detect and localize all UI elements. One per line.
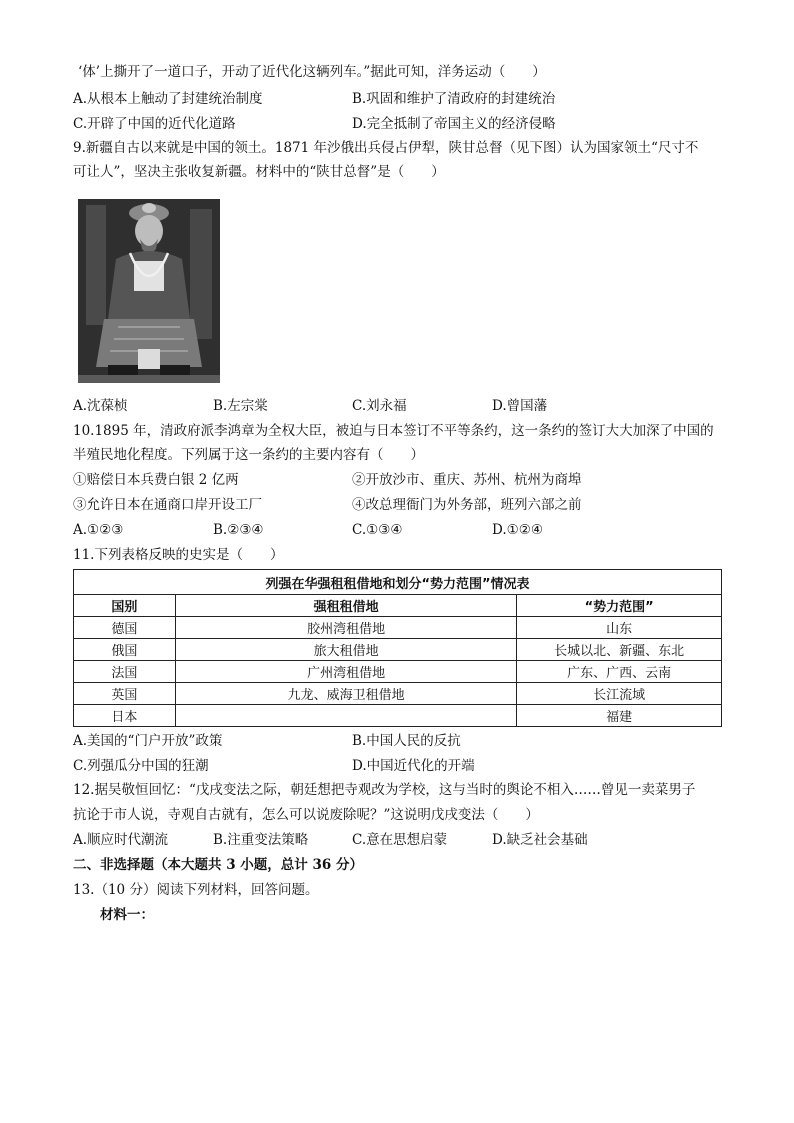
q10-item-4: ④改总理衙门为外务部，班列六部之前 [352, 497, 582, 513]
portrait-photo [78, 199, 220, 383]
q10-option-c: C.①③④ [352, 522, 403, 538]
table-cell: 广州湾租借地 [175, 661, 516, 683]
q10-option-a: A.①②③ [73, 522, 124, 538]
table-cell: 胶州湾租借地 [175, 617, 516, 639]
table-row [74, 617, 722, 639]
table-cell: 广东、广西、云南 [517, 661, 722, 683]
q13-material-label: 材料一： [100, 907, 154, 923]
q12-stem-line1: 12.据吴敬恒回忆：“戊戌变法之际，朝廷想把寺观改为学校，这与当时的舆论不相入……曾见一卖菜男子 [73, 782, 696, 798]
table-cell: 英国 [74, 683, 176, 705]
q10-stem-line2: 半殖民地化程度。下列属于这一条约的主要内容有（ ） [73, 447, 424, 463]
table-cell: 九龙、威海卫租借地 [175, 683, 516, 705]
table-row [74, 683, 722, 705]
q8-option-b: B.巩固和维护了清政府的封建统治 [352, 91, 556, 107]
table-cell: 日本 [74, 705, 176, 727]
q12-stem-line2: 抗论于市人说，寺观自古就有，怎么可以说废除呢？”这说明戊戌变法（ ） [73, 807, 539, 823]
table-cell: 旅大租借地 [175, 639, 516, 661]
header-leased-territory: 强租租借地 [175, 595, 516, 617]
q8-option-a: A.从根本上触动了封建统治制度 [73, 91, 263, 107]
table-header-row [74, 595, 722, 617]
q10-item-2: ②开放沙市、重庆、苏州、杭州为商埠 [352, 472, 582, 488]
q10-item-1: ①赔偿日本兵费白银 2 亿两 [73, 472, 239, 488]
header-sphere-of-influence: “势力范围” [517, 595, 722, 617]
q8-option-d: D.完全抵制了帝国主义的经济侵略 [352, 116, 556, 132]
table-row [74, 661, 722, 683]
portrait-figure-icon [78, 199, 220, 383]
q9-option-d: D.曾国藩 [492, 398, 548, 414]
q10-option-b: B.②③④ [213, 522, 264, 538]
q11-option-d: D.中国近代化的开端 [352, 758, 475, 774]
q9-option-c: C.刘永福 [352, 398, 407, 414]
table-cell: 法国 [74, 661, 176, 683]
q10-item-3: ③允许日本在通商口岸开设工厂 [73, 497, 262, 513]
q9-option-a: A.沈葆桢 [73, 398, 128, 414]
q8-option-c: C.开辟了中国的近代化道路 [73, 116, 236, 132]
section-2-heading: 二、非选择题（本大题共 3 小题，总计 36 分） [73, 857, 363, 873]
q13-stem: 13.（10 分）阅读下列材料，回答问题。 [73, 882, 319, 898]
table-cell: 俄国 [74, 639, 176, 661]
table-cell: 长城以北、新疆、东北 [517, 639, 722, 661]
q12-option-b: B.注重变法策略 [213, 832, 309, 848]
q12-option-c: C.意在思想启蒙 [352, 832, 448, 848]
q9-option-b: B.左宗棠 [213, 398, 268, 414]
q9-stem-line1: 9.新疆自古以来就是中国的领土。1871 年沙俄出兵侵占伊犁，陕甘总督（见下图）认为国家领土“尺寸不 [73, 140, 699, 156]
table-cell: 福建 [517, 705, 722, 727]
table-cell: 长江流域 [517, 683, 722, 705]
q11-option-b: B.中国人民的反抗 [352, 733, 461, 749]
table-row [74, 705, 722, 727]
q10-stem-line1: 10.1895 年，清政府派李鸿章为全权大臣，被迫与日本签订不平等条约，这一条约的签订大大加深了中国的 [73, 423, 714, 439]
q11-option-a: A.美国的“门户开放”政策 [73, 733, 223, 749]
table-cell: 德国 [74, 617, 176, 639]
table-cell: 山东 [517, 617, 722, 639]
concessions-table [73, 569, 722, 727]
q12-option-d: D.缺乏社会基础 [492, 832, 588, 848]
q11-stem: 11.下列表格反映的史实是（ ） [73, 547, 284, 563]
q12-option-a: A.顺应时代潮流 [73, 832, 169, 848]
table-cell [175, 705, 516, 727]
header-country: 国别 [74, 595, 176, 617]
table-row [74, 639, 722, 661]
q9-stem-line2: 可让人”，坚决主张收复新疆。材料中的“陕甘总督”是（ ） [73, 164, 445, 180]
q11-option-c: C.列强瓜分中国的狂潮 [73, 758, 209, 774]
q10-option-d: D.①②④ [492, 522, 543, 538]
table-caption: 列强在华强租租借地和划分“势力范围”情况表 [74, 570, 722, 595]
q8-stem-continued: ‘体’上撕开了一道口子，开动了近代化这辆列车。”据此可知，洋务运动（ ） [78, 64, 546, 80]
